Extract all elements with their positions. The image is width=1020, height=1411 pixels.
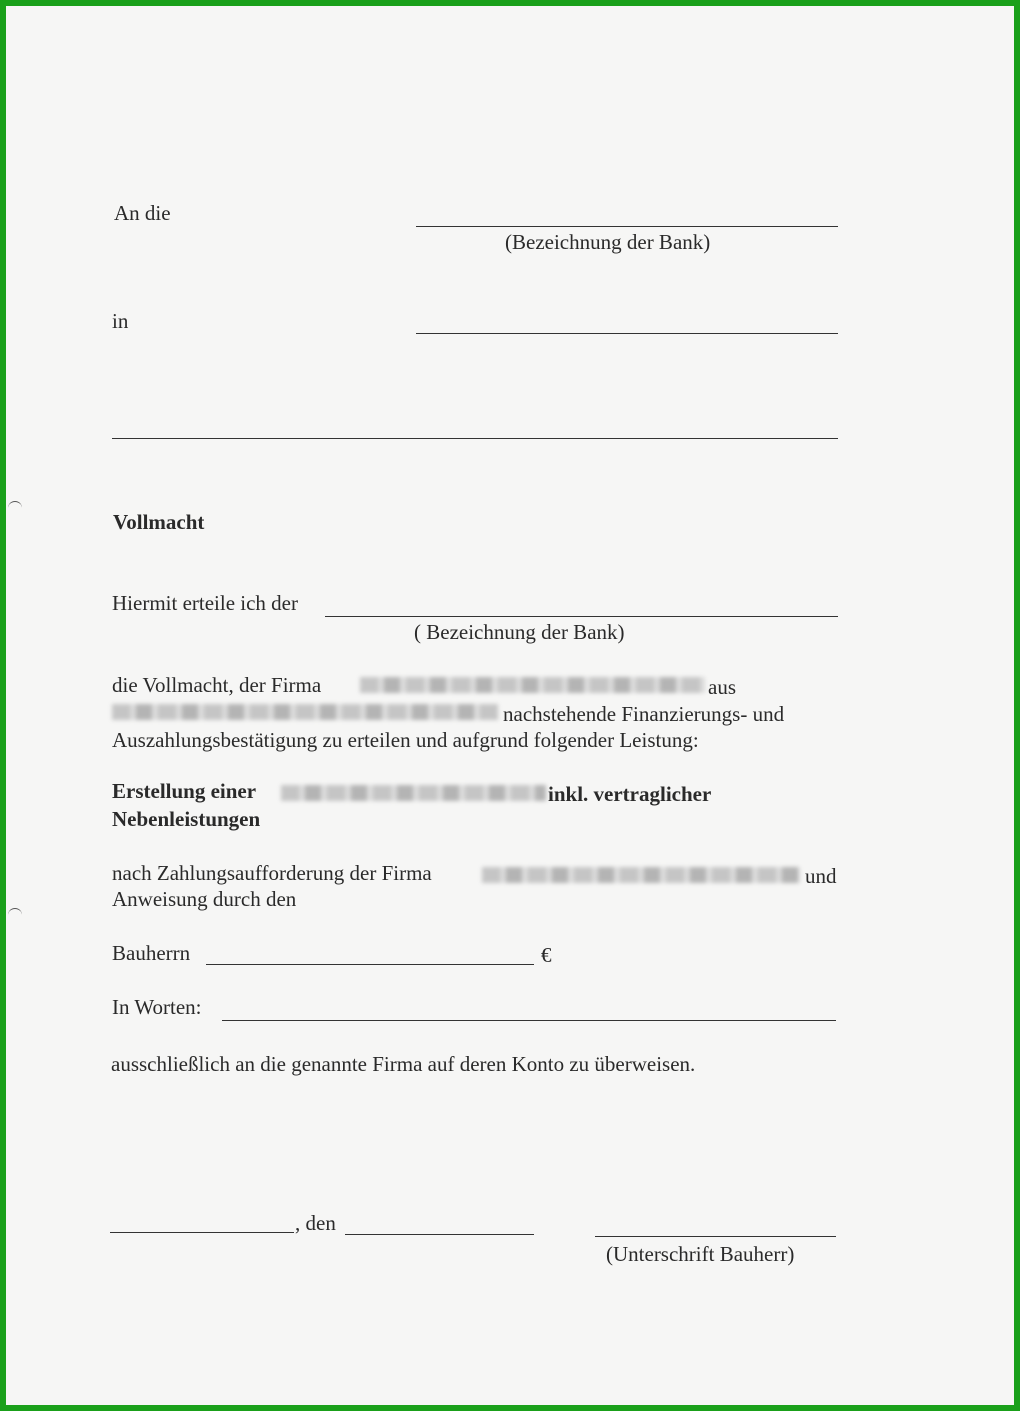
service-end: inkl. vertraglicher xyxy=(548,782,712,806)
bank-caption: (Bezeichnung der Bank) xyxy=(505,230,711,254)
p1-end: Auszahlungsbestätigung zu erteilen und aufgrund folgender Leistung: xyxy=(112,728,699,752)
grant-bank-caption: ( Bezeichnung der Bank) xyxy=(414,620,625,644)
bank-name-line[interactable] xyxy=(416,226,838,227)
bauherrn-label: Bauherrn xyxy=(112,941,191,965)
punch-mark-bottom xyxy=(8,908,22,917)
amount-line[interactable] xyxy=(206,964,534,965)
bank-city-line[interactable] xyxy=(416,333,838,334)
redacted-company-name xyxy=(360,677,705,693)
an-die-label: An die xyxy=(114,201,171,225)
signature-caption: (Unterschrift Bauherr) xyxy=(606,1242,795,1266)
service-line2: Nebenleistungen xyxy=(112,807,261,831)
p1-start: die Vollmacht, der Firma xyxy=(112,673,322,697)
in-worten-label: In Worten: xyxy=(112,995,202,1019)
signature-line[interactable] xyxy=(595,1236,836,1237)
in-label: in xyxy=(112,309,129,333)
redacted-company-name-2 xyxy=(482,867,800,883)
p1-aus: aus xyxy=(708,675,736,699)
grant-prefix: Hiermit erteile ich der xyxy=(112,591,298,615)
place-line[interactable] xyxy=(110,1232,294,1233)
document-title: Vollmacht xyxy=(113,510,205,534)
p2-end: Anweisung durch den xyxy=(112,887,297,911)
address-line[interactable] xyxy=(112,438,838,439)
punch-mark-top xyxy=(8,501,22,510)
date-line[interactable] xyxy=(345,1234,534,1235)
den-label: , den xyxy=(295,1211,336,1235)
grant-bank-line[interactable] xyxy=(325,616,838,617)
currency-symbol: € xyxy=(541,943,552,967)
p2-und: und xyxy=(805,864,837,888)
closing-text: ausschließlich an die genannte Firma auf deren Konto zu überweisen. xyxy=(111,1052,696,1076)
redacted-company-address xyxy=(112,704,498,720)
service-start: Erstellung einer xyxy=(112,779,257,803)
document-page xyxy=(6,6,1014,1405)
p1-mid: nachstehende Finanzierungs- und xyxy=(503,702,785,726)
p2-start: nach Zahlungsaufforderung der Firma xyxy=(112,861,432,885)
redacted-service xyxy=(281,785,546,801)
amount-in-words-line[interactable] xyxy=(222,1020,836,1021)
